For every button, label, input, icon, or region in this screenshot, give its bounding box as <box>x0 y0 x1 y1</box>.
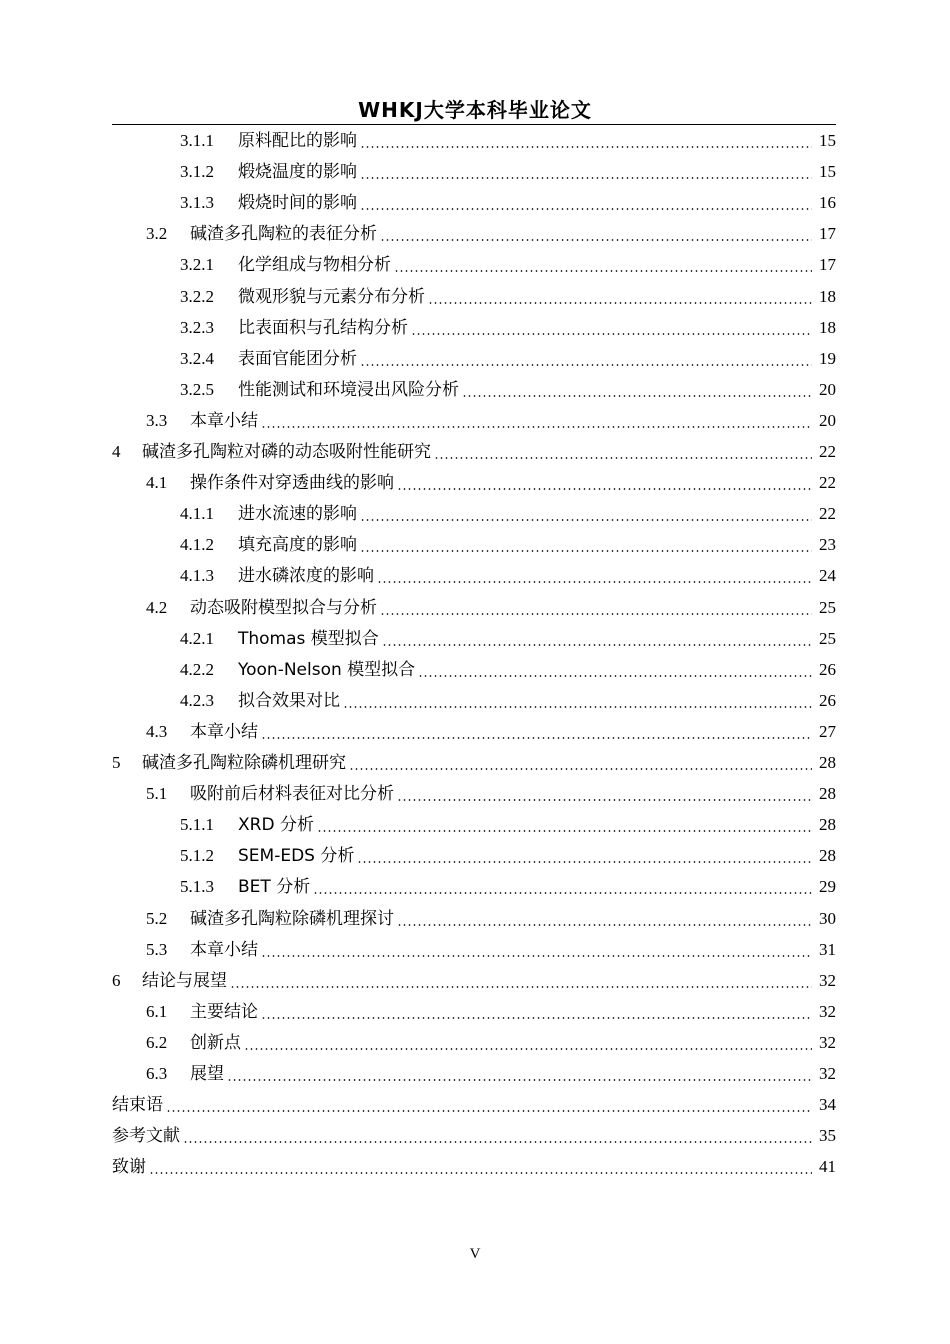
toc-entry-page: 22 <box>819 442 836 461</box>
toc-entry-title: 煅烧温度的影响 <box>238 162 357 183</box>
toc-entry-page: 25 <box>819 597 836 617</box>
toc-dot-leader <box>397 924 812 926</box>
toc-entry[interactable] <box>0 377 950 403</box>
toc-entry-title: 致谢 <box>112 1157 146 1178</box>
toc-dot-leader <box>418 675 812 677</box>
toc-entry[interactable] <box>0 1123 950 1149</box>
toc-dot-leader <box>380 239 812 241</box>
toc-entry-page: 32 <box>819 1001 836 1021</box>
toc-dot-leader <box>317 830 812 832</box>
toc-entry-number: 4.1.3 <box>180 566 214 586</box>
toc-entry-number: 3.1.3 <box>180 193 214 213</box>
toc-entry-title: 煅烧时间的影响 <box>238 193 357 214</box>
toc-entry-number: 6.1 <box>146 1001 168 1021</box>
toc-entry-number: 3.3 <box>146 410 168 430</box>
toc-entry-number: 3.2.4 <box>180 348 214 368</box>
toc-entry-page: 34 <box>819 1095 836 1115</box>
toc-entry-page: 18 <box>819 317 836 337</box>
toc-entry-number: 3.2.5 <box>180 379 214 399</box>
toc-dot-leader <box>261 955 812 957</box>
toc-entry-number: 3.1.1 <box>180 131 214 150</box>
toc-entry-page: 24 <box>819 566 836 586</box>
toc-dot-leader <box>434 457 812 459</box>
toc-entry-page: 18 <box>819 286 836 306</box>
toc-dot-leader <box>149 1172 812 1174</box>
toc-entry[interactable] <box>0 843 950 869</box>
toc-entry-number: 3.2.2 <box>180 286 214 306</box>
toc-dot-leader <box>360 177 812 179</box>
toc-entry[interactable] <box>0 1092 950 1118</box>
toc-entry-title: 动态吸附模型拟合与分析 <box>190 597 377 618</box>
toc-dot-leader <box>313 892 812 894</box>
toc-entry[interactable] <box>0 999 950 1025</box>
toc-entry-number: 6.2 <box>146 1032 168 1052</box>
toc-entry-number: 4 <box>112 442 121 461</box>
toc-entry[interactable] <box>0 563 950 589</box>
toc-entry-page: 15 <box>819 131 836 150</box>
toc-entry-title: Yoon-Nelson 模型拟合 <box>238 659 416 680</box>
toc-dot-leader <box>166 1110 812 1112</box>
toc-entry-page: 29 <box>819 877 836 897</box>
toc-entry-title: 碱渣多孔陶粒的表征分析 <box>190 224 377 245</box>
toc-entry-number: 4.1.2 <box>180 535 214 555</box>
toc-dot-leader <box>462 395 812 397</box>
toc-entry-title: Thomas 模型拟合 <box>238 628 379 649</box>
toc-entry-page: 22 <box>819 504 836 524</box>
toc-entry[interactable] <box>0 1030 950 1056</box>
toc-entry[interactable] <box>0 1061 950 1087</box>
toc-entry-number: 4.3 <box>146 721 168 741</box>
toc-entry-page: 28 <box>819 753 836 772</box>
toc-entry-page: 16 <box>819 193 836 213</box>
toc-entry[interactable] <box>0 439 950 465</box>
toc-entry-page: 27 <box>819 721 836 741</box>
toc-entry[interactable] <box>0 1154 950 1180</box>
toc-dot-leader <box>227 1079 812 1081</box>
toc-entry-title: 本章小结 <box>190 721 258 742</box>
toc-entry-number: 4.2.3 <box>180 690 214 710</box>
toc-entry-title: 创新点 <box>190 1032 241 1053</box>
toc-entry-page: 28 <box>819 846 836 866</box>
toc-dot-leader <box>377 581 812 583</box>
header-rule <box>112 124 836 125</box>
toc-entry[interactable] <box>0 284 950 310</box>
toc-dot-leader <box>394 270 812 272</box>
toc-entry-title: 结论与展望 <box>142 970 227 991</box>
toc-entry[interactable] <box>0 252 950 278</box>
toc-entry-page: 23 <box>819 535 836 555</box>
toc-entry-title: 填充高度的影响 <box>238 535 357 556</box>
toc-entry-title: 吸附前后材料表征对比分析 <box>190 784 394 805</box>
toc-dot-leader <box>183 1141 812 1143</box>
toc-entry[interactable] <box>0 874 950 900</box>
toc-dot-leader <box>360 208 812 210</box>
toc-entry-title: 比表面积与孔结构分析 <box>238 317 408 338</box>
toc-entry-number: 5 <box>112 753 121 772</box>
toc-dot-leader <box>428 302 812 304</box>
toc-dot-leader <box>349 768 812 770</box>
toc-entry-page: 20 <box>819 379 836 399</box>
toc-entry-number: 4.2.1 <box>180 628 214 648</box>
toc-entry-page: 15 <box>819 162 836 182</box>
toc-dot-leader <box>397 799 812 801</box>
toc-entry-number: 4.1 <box>146 473 168 493</box>
toc-entry-title: 碱渣多孔陶粒对磷的动态吸附性能研究 <box>142 442 431 462</box>
toc-entry[interactable] <box>0 190 950 216</box>
toc-dot-leader <box>360 519 812 521</box>
toc-entry[interactable] <box>0 128 950 154</box>
toc-entry[interactable] <box>0 346 950 372</box>
toc-entry-number: 3.2 <box>146 224 168 244</box>
toc-dot-leader <box>261 1017 812 1019</box>
toc-entry-title: 原料配比的影响 <box>238 131 357 151</box>
toc-dot-leader <box>357 861 812 863</box>
toc-entry-title: 主要结论 <box>190 1001 258 1022</box>
toc-entry-page: 32 <box>819 1064 836 1083</box>
toc-entry-number: 4.1.1 <box>180 504 214 524</box>
toc-entry-number: 4.2 <box>146 597 168 617</box>
toc-entry-title: 操作条件对穿透曲线的影响 <box>190 473 394 494</box>
toc-dot-leader <box>382 644 812 646</box>
toc-entry-page: 17 <box>819 224 836 244</box>
toc-entry[interactable] <box>0 408 950 434</box>
toc-entry[interactable] <box>0 221 950 247</box>
toc-entry-page: 35 <box>819 1126 836 1146</box>
page-header-title: WHKJ大学本科毕业论文 <box>358 98 592 122</box>
toc-dot-leader <box>244 1048 812 1050</box>
toc-entry-title: BET 分析 <box>238 877 311 898</box>
toc-entry[interactable] <box>0 719 950 745</box>
toc-dot-leader <box>397 488 812 490</box>
toc-entry-number: 3.1.2 <box>180 162 214 182</box>
toc-dot-leader <box>261 426 812 428</box>
toc-dot-leader <box>360 146 812 148</box>
toc-entry[interactable] <box>0 315 950 341</box>
toc-entry-page: 30 <box>819 908 836 928</box>
toc-entry[interactable] <box>0 688 950 714</box>
toc-entry-page: 28 <box>819 784 836 804</box>
toc-entry[interactable] <box>0 501 950 527</box>
toc-dot-leader <box>411 333 812 335</box>
toc-entry-title: 拟合效果对比 <box>238 690 340 711</box>
toc-entry[interactable] <box>0 595 950 621</box>
toc-entry-title: 本章小结 <box>190 410 258 431</box>
toc-entry-title: 微观形貌与元素分布分析 <box>238 286 425 307</box>
toc-dot-leader <box>230 986 812 988</box>
toc-entry-number: 5.1.2 <box>180 846 214 866</box>
toc-entry-title: 结束语 <box>112 1095 163 1116</box>
toc-entry[interactable] <box>0 781 950 807</box>
toc-entry[interactable] <box>0 159 950 185</box>
toc-entry-number: 3.2.1 <box>180 255 214 275</box>
toc-entry-number: 5.1.1 <box>180 815 214 835</box>
toc-entry-title: 进水磷浓度的影响 <box>238 566 374 587</box>
toc-entry-title: 本章小结 <box>190 939 258 960</box>
toc-entry-page: 26 <box>819 690 836 710</box>
toc-entry-title: 表面官能团分析 <box>238 348 357 369</box>
toc-dot-leader <box>360 364 812 366</box>
toc-entry-title: SEM-EDS 分析 <box>238 846 355 867</box>
toc-entry-number: 3.2.3 <box>180 317 214 337</box>
toc-entry-title: 碱渣多孔陶粒除磷机理探讨 <box>190 908 394 929</box>
toc-entry[interactable] <box>0 906 950 932</box>
toc-entry-title: 展望 <box>190 1064 224 1084</box>
toc-entry[interactable] <box>0 968 950 994</box>
page-number: V <box>469 1246 481 1262</box>
toc-entry-page: 31 <box>819 939 836 959</box>
toc-entry-title: 化学组成与物相分析 <box>238 255 391 276</box>
toc-entry-title: XRD 分析 <box>238 815 314 836</box>
toc-entry-page: 17 <box>819 255 836 275</box>
toc-entry-title: 进水流速的影响 <box>238 504 357 525</box>
toc-dot-leader <box>261 737 812 739</box>
toc-entry-title: 碱渣多孔陶粒除磷机理研究 <box>142 753 346 773</box>
toc-entry-page: 41 <box>819 1157 836 1177</box>
toc-entry-number: 5.1.3 <box>180 877 214 897</box>
toc-entry[interactable] <box>0 657 950 683</box>
toc-entry[interactable] <box>0 750 950 776</box>
toc-dot-leader <box>380 613 812 615</box>
toc-entry-number: 5.3 <box>146 939 168 959</box>
toc-entry[interactable] <box>0 532 950 558</box>
toc-entry-page: 22 <box>819 473 836 493</box>
toc-entry-page: 25 <box>819 628 836 648</box>
toc-entry-title: 参考文献 <box>112 1126 180 1147</box>
toc-entry-page: 28 <box>819 815 836 835</box>
toc-entry-title: 性能测试和环境浸出风险分析 <box>238 379 459 400</box>
toc-dot-leader <box>343 706 812 708</box>
toc-entry[interactable] <box>0 812 950 838</box>
toc-entry[interactable] <box>0 470 950 496</box>
toc-entry-number: 6 <box>112 970 121 990</box>
toc-entry-page: 26 <box>819 659 836 679</box>
toc-entry-number: 6.3 <box>146 1064 168 1083</box>
toc-entry-page: 32 <box>819 970 836 990</box>
toc-entry-page: 20 <box>819 410 836 430</box>
toc-dot-leader <box>360 550 812 552</box>
toc-entry-page: 32 <box>819 1032 836 1052</box>
toc-entry[interactable] <box>0 937 950 963</box>
toc-entry-number: 5.2 <box>146 908 168 928</box>
toc-entry-page: 19 <box>819 348 836 368</box>
toc-entry[interactable] <box>0 626 950 652</box>
toc-entry-number: 4.2.2 <box>180 659 214 679</box>
toc-entry-number: 5.1 <box>146 784 168 804</box>
